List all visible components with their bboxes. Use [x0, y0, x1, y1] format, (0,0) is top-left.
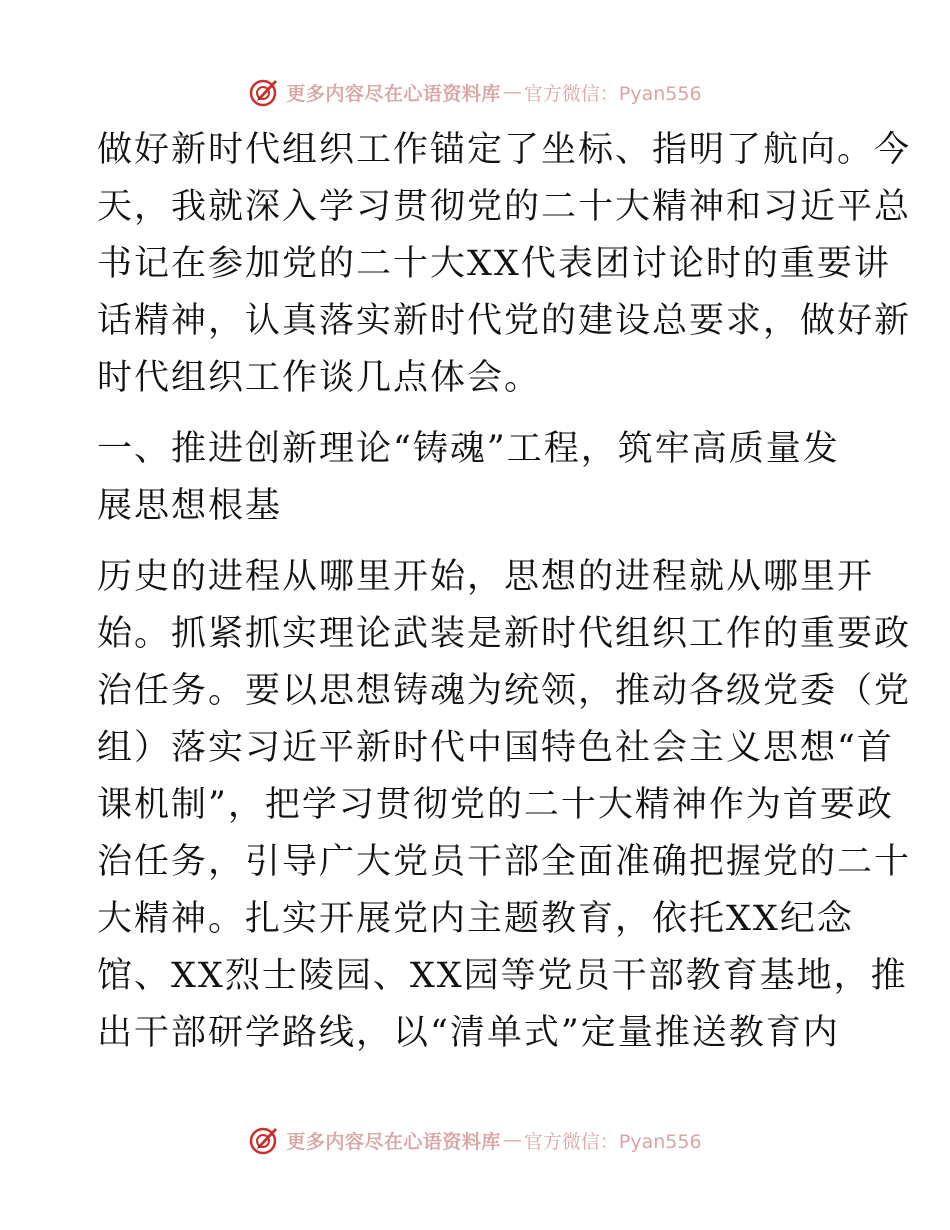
watermark-contact: 官方微信：Pyan556 — [523, 1130, 702, 1153]
text-line: 馆、XX烈士陵园、XX园等党员干部教育基地，推 — [97, 956, 908, 996]
text-line: 始。抓紧抓实理论武装是新时代组织工作的重要政 — [97, 614, 912, 654]
watermark-header — [0, 72, 950, 112]
text-line: 历史的进程从哪里开始，思想的进程就从哪里开 — [97, 557, 875, 597]
section-heading-line: 一、推进创新理论“铸魂”工程，筑牢高质量发 — [97, 429, 840, 469]
watermark-text: 更多内容尽在心语资料库 — [286, 82, 501, 105]
watermark-separator: — — [502, 81, 522, 103]
watermark-contact: 官方微信：Pyan556 — [523, 82, 702, 105]
watermark-footer — [0, 1120, 950, 1160]
text-line: 治任务，引导广大党员干部全面准确把握党的二十 — [97, 842, 912, 882]
text-line: 治任务。要以思想铸魂为统领，推动各级党委（党 — [97, 671, 912, 711]
quill-logo-icon — [248, 1124, 280, 1156]
watermark-separator: — — [502, 1129, 522, 1151]
section-heading-line: 展思想根基 — [97, 486, 283, 526]
text-line: 课机制”，把学习贯彻党的二十大精神作为首要政 — [97, 785, 894, 825]
document-body — [97, 122, 912, 1062]
text-line: 话精神，认真落实新时代党的建设总要求，做好新 — [97, 301, 912, 341]
text-line: 组）落实习近平新时代中国特色社会主义思想“首 — [97, 728, 894, 768]
text-line: 书记在参加党的二十大XX代表团讨论时的重要讲 — [97, 244, 891, 284]
text-line: 时代组织工作谈几点体会。 — [97, 358, 542, 398]
watermark-text: 更多内容尽在心语资料库 — [286, 1130, 501, 1153]
text-line: 天，我就深入学习贯彻党的二十大精神和习近平总 — [97, 187, 912, 227]
quill-logo-icon — [248, 76, 280, 108]
text-line: 做好新时代组织工作锚定了坐标、指明了航向。今 — [97, 130, 912, 170]
text-line: 大精神。扎实开展党内主题教育，依托XX纪念 — [97, 899, 854, 939]
text-line: 出干部研学路线，以“清单式”定量推送教育内 — [97, 1013, 840, 1053]
